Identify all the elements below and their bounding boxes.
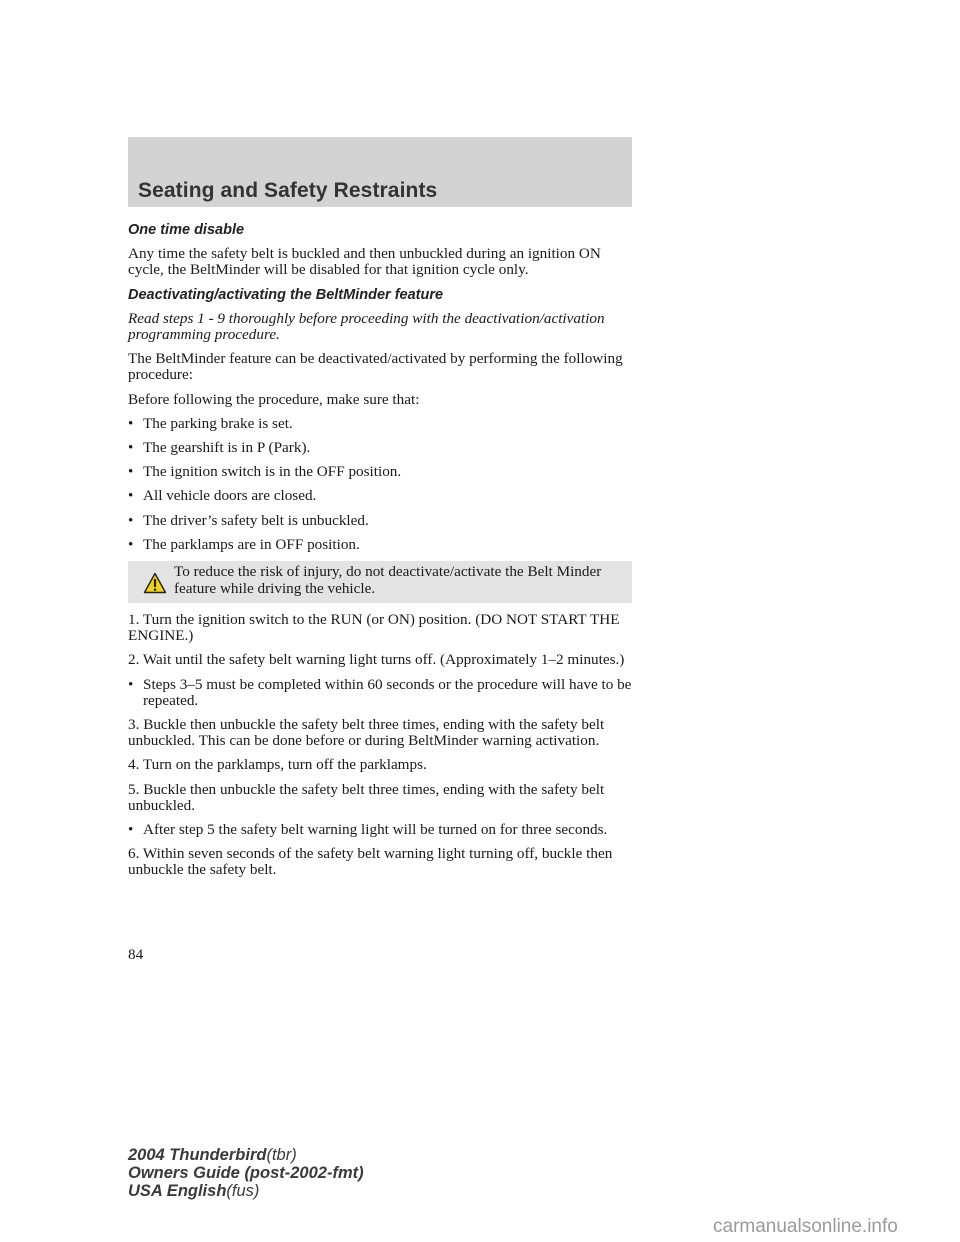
- prereq-bullet: [128, 513, 632, 529]
- bullet-icon: •: [128, 439, 134, 457]
- note-steps-3-5: [128, 677, 632, 709]
- step-5: 5. Buckle then unbuckle the safety belt three times, ending with the safety belt unbuckled.: [128, 780, 605, 814]
- bullet-icon: •: [128, 414, 134, 432]
- prereq-bullet: [128, 440, 632, 456]
- note-text: Steps 3–5 must be completed within 60 seconds or the procedure will have to be repeated.: [143, 675, 632, 709]
- footer-guide: Owners Guide (post-2002-fmt): [128, 1164, 364, 1182]
- bullet-icon: •: [128, 487, 134, 505]
- document-footer: [128, 1146, 364, 1200]
- footer-line-3: [128, 1182, 364, 1200]
- step-4: 4. Turn on the parklamps, turn off the parklamps.: [128, 756, 427, 774]
- watermark: carmanualsonline.info: [713, 1216, 898, 1237]
- footer-line-2: [128, 1164, 364, 1182]
- note-text: After step 5 the safety belt warning light will be turned on for three seconds.: [143, 821, 608, 839]
- page-number: 84: [128, 946, 144, 963]
- section-header-band: [128, 137, 632, 207]
- bullet-icon: •: [128, 463, 134, 481]
- prereq-bullet: [128, 416, 632, 432]
- warning-box: [128, 561, 632, 603]
- page-content: [128, 222, 632, 887]
- warning-text: To reduce the risk of injury, do not deactivate/activate the Belt Minder feature while driving the vehicle.: [174, 563, 602, 598]
- prereq-text: The driver’s safety belt is unbuckled.: [143, 511, 369, 529]
- deactivating-heading: Deactivating/activating the BeltMinder feature: [128, 286, 444, 303]
- prereq-bullet: [128, 537, 632, 553]
- one-time-disable-heading: One time disable: [128, 222, 245, 238]
- before-procedure-paragraph: Before following the procedure, make sure that:: [128, 390, 420, 408]
- prereq-text: The parklamps are in OFF position.: [143, 535, 360, 553]
- bullet-icon: •: [128, 675, 134, 693]
- prereq-text: The parking brake is set.: [143, 414, 293, 432]
- step-2: 2. Wait until the safety belt warning light turns off. (Approximately 1–2 minutes.): [128, 651, 625, 669]
- procedure-intro-paragraph: The BeltMinder feature can be deactivated/activated by performing the following procedure:: [128, 350, 623, 384]
- footer-language: USA English: [128, 1182, 227, 1200]
- footer-line-1: [128, 1146, 364, 1164]
- read-steps-note: Read steps 1 - 9 thoroughly before proceeding with the deactivation/activation programming procedure.: [128, 309, 605, 344]
- note-after-step-5: [128, 822, 632, 838]
- step-6: 6. Within seven seconds of the safety belt warning light turning off, buckle then unbuckle the safety belt.: [128, 845, 613, 879]
- bullet-icon: •: [128, 511, 134, 529]
- step-3: 3. Buckle then unbuckle the safety belt three times, ending with the safety belt unbuckled. This can be done before or during BeltMinder warning activation.: [128, 716, 605, 750]
- bullet-icon: •: [128, 821, 134, 839]
- footer-model: 2004 Thunderbird: [128, 1146, 267, 1164]
- footer-language-code: (fus): [226, 1182, 260, 1200]
- step-1: 1. Turn the ignition switch to the RUN (or ON) position. (DO NOT START THE ENGINE.): [128, 611, 620, 645]
- prereq-bullet: [128, 488, 632, 504]
- prereq-text: All vehicle doors are closed.: [143, 487, 317, 505]
- prereq-text: The ignition switch is in the OFF position.: [143, 463, 402, 481]
- bullet-icon: •: [128, 535, 134, 553]
- prereq-text: The gearshift is in P (Park).: [143, 439, 311, 457]
- prereq-bullet: [128, 464, 632, 480]
- footer-model-code: (tbr): [266, 1146, 297, 1164]
- section-title: Seating and Safety Restraints: [138, 179, 438, 202]
- warning-triangle-icon: [143, 572, 167, 594]
- one-time-disable-paragraph: Any time the safety belt is buckled and then unbuckled during an ignition ON cycle, the BeltMinder will be disabled for that ignition cycle only.: [128, 245, 601, 279]
